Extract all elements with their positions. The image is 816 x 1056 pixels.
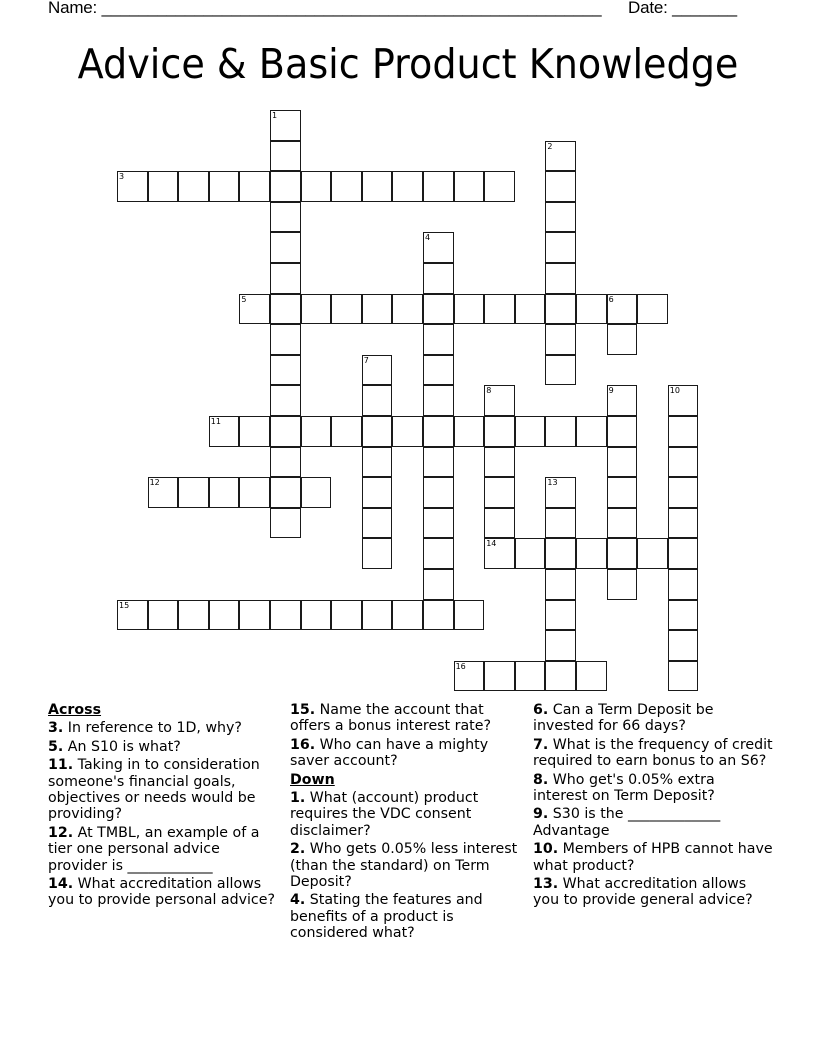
clue-down-6: 6. Can a Term Deposit be invested for 66 days? — [533, 702, 714, 735]
grid-cell[interactable] — [178, 600, 209, 631]
grid-cell[interactable] — [270, 171, 301, 202]
grid-cell[interactable] — [423, 263, 454, 294]
grid-cell[interactable] — [545, 232, 576, 263]
grid-cell[interactable] — [668, 385, 699, 416]
grid-cell[interactable] — [362, 600, 393, 631]
clues-column-2 — [290, 702, 526, 944]
grid-cell[interactable] — [607, 385, 638, 416]
clue-number: 12 — [149, 478, 160, 488]
grid-cell[interactable] — [545, 294, 576, 325]
clue-across-16: 16. Who can have a mighty saver account? — [290, 736, 489, 770]
grid-cell[interactable] — [454, 416, 485, 447]
grid-cell[interactable] — [454, 171, 485, 202]
clue-across-11: 11. Taking in to consideration someone's financial goals, objectives or needs would be providing? — [48, 757, 260, 823]
grid-cell[interactable] — [423, 569, 454, 600]
grid-cell[interactable] — [270, 324, 301, 355]
grid-cell[interactable] — [668, 630, 699, 661]
grid-cell[interactable] — [301, 477, 332, 508]
grid-cell[interactable] — [270, 416, 301, 447]
grid-cell[interactable] — [270, 294, 301, 325]
grid-cell[interactable] — [484, 508, 515, 539]
clue-number: 9 — [608, 386, 614, 396]
grid-cell[interactable] — [117, 171, 148, 202]
grid-cell[interactable] — [515, 416, 546, 447]
grid-cell[interactable] — [545, 263, 576, 294]
grid-cell[interactable] — [607, 508, 638, 539]
clue-down-8: 8. Who get's 0.05% extra interest on Term Deposit? — [533, 771, 715, 805]
grid-cell[interactable] — [545, 508, 576, 539]
page-title: Advice & Basic Product Knowledge — [77, 40, 739, 88]
grid-cell[interactable] — [607, 447, 638, 478]
clue-down-7: 7. What is the frequency of credit required to earn bonus to an S6? — [533, 736, 773, 770]
grid-cell[interactable] — [362, 294, 393, 325]
grid-cell[interactable] — [545, 600, 576, 631]
grid-cell[interactable] — [148, 171, 179, 202]
grid-cell[interactable] — [209, 171, 240, 202]
grid-cell[interactable] — [362, 447, 393, 478]
grid-cell[interactable] — [668, 661, 699, 692]
grid-cell[interactable] — [362, 538, 393, 569]
grid-cell[interactable] — [362, 508, 393, 539]
grid-cell[interactable] — [607, 569, 638, 600]
grid-cell[interactable] — [576, 416, 607, 447]
grid-cell[interactable] — [515, 538, 546, 569]
grid-cell[interactable] — [239, 294, 270, 325]
grid-cell[interactable] — [209, 600, 240, 631]
grid-cell[interactable] — [423, 385, 454, 416]
grid-cell[interactable] — [270, 141, 301, 172]
grid-cell[interactable] — [423, 447, 454, 478]
grid-cell[interactable] — [668, 416, 699, 447]
clue-number: 13 — [547, 478, 558, 488]
clue-number: 10 — [669, 386, 680, 396]
grid-cell[interactable] — [423, 355, 454, 386]
clue-number: 14 — [486, 539, 497, 549]
grid-cell[interactable] — [392, 294, 423, 325]
clue-number: 15 — [119, 600, 130, 610]
grid-cell[interactable] — [270, 447, 301, 478]
grid-cell[interactable] — [607, 324, 638, 355]
grid-cell[interactable] — [454, 661, 485, 692]
grid-cell[interactable] — [576, 538, 607, 569]
clue-down-13: 13. What accreditation allows you to provide general advice? — [533, 876, 753, 909]
grid-cell[interactable] — [545, 141, 576, 172]
clue-down-4: 4. Stating the features and benefits of a product is considered what? — [290, 892, 483, 942]
grid-cell[interactable] — [239, 416, 270, 447]
grid-cell[interactable] — [423, 477, 454, 508]
grid-cell[interactable] — [301, 171, 332, 202]
grid-cell[interactable] — [668, 447, 699, 478]
grid-cell[interactable] — [607, 538, 638, 569]
grid-cell[interactable] — [484, 538, 515, 569]
grid-cell[interactable] — [239, 171, 270, 202]
grid-cell[interactable] — [423, 416, 454, 447]
clue-down-9: 9. S30 is the _____________ Advantage — [533, 806, 721, 839]
grid-cell[interactable] — [178, 477, 209, 508]
grid-cell[interactable] — [576, 294, 607, 325]
name-field[interactable]: Name: ______________________________________________________ — [48, 0, 602, 17]
grid-cell[interactable] — [392, 600, 423, 631]
grid-cell[interactable] — [423, 324, 454, 355]
grid-cell[interactable] — [668, 538, 699, 569]
clue-number: 6 — [608, 294, 614, 304]
grid-cell[interactable] — [484, 171, 515, 202]
across-heading: Across — [48, 702, 102, 718]
grid-cell[interactable] — [545, 202, 576, 233]
clue-down-2: 2. Who gets 0.05% less interest (than the standard) on Term Deposit? — [290, 841, 518, 891]
grid-cell[interactable] — [454, 600, 485, 631]
clue-number: 1 — [272, 111, 278, 120]
grid-cell[interactable] — [148, 600, 179, 631]
clue-across-14: 14. What accreditation allows you to provide personal advice? — [48, 876, 275, 909]
clues-column-3 — [533, 702, 773, 911]
grid-cell[interactable] — [545, 324, 576, 355]
grid-cell[interactable] — [637, 538, 668, 569]
grid-cell[interactable] — [515, 294, 546, 325]
grid-cell[interactable] — [484, 661, 515, 692]
grid-cell[interactable] — [301, 600, 332, 631]
clue-across-12: 12. At TMBL, an example of a tier one personal advice provider is ____________ — [48, 824, 260, 874]
clue-number: 3 — [119, 172, 125, 182]
clue-across-3: 3. In reference to 1D, why? — [48, 720, 242, 737]
grid-cell[interactable] — [668, 600, 699, 631]
grid-cell[interactable] — [423, 600, 454, 631]
grid-cell[interactable] — [209, 477, 240, 508]
grid-cell[interactable] — [607, 416, 638, 447]
grid-cell[interactable] — [484, 447, 515, 478]
grid-cell[interactable] — [362, 171, 393, 202]
grid-cell[interactable] — [362, 416, 393, 447]
grid-cell[interactable] — [545, 538, 576, 569]
grid-cell[interactable] — [607, 294, 638, 325]
down-heading: Down — [290, 771, 335, 788]
grid-cell[interactable] — [270, 110, 301, 141]
grid-cell[interactable] — [423, 232, 454, 263]
grid-cell[interactable] — [270, 385, 301, 416]
grid-cell[interactable] — [423, 294, 454, 325]
clue-across-15: 15. Name the account that offers a bonus interest rate? — [290, 702, 491, 735]
grid-cell[interactable] — [392, 171, 423, 202]
clue-number: 5 — [241, 294, 247, 304]
clue-number: 8 — [486, 386, 492, 396]
grid-cell[interactable] — [423, 538, 454, 569]
grid-cell[interactable] — [362, 355, 393, 386]
grid-cell[interactable] — [423, 508, 454, 539]
grid-cell[interactable] — [239, 600, 270, 631]
grid-cell[interactable] — [270, 477, 301, 508]
grid-cell[interactable] — [362, 385, 393, 416]
grid-cell[interactable] — [331, 171, 362, 202]
clue-down-1: 1. What (account) product requires the VDC consent disclaimer? — [290, 790, 479, 839]
grid-cell[interactable] — [270, 263, 301, 294]
grid-cell[interactable] — [484, 477, 515, 508]
clue-number: 2 — [547, 141, 553, 151]
grid-cell[interactable] — [209, 416, 240, 447]
grid-cell[interactable] — [545, 477, 576, 508]
clue-across-5: 5. An S10 is what? — [48, 738, 181, 755]
grid-cell[interactable] — [178, 171, 209, 202]
grid-cell[interactable] — [301, 416, 332, 447]
grid-cell[interactable] — [484, 416, 515, 447]
grid-cell[interactable] — [545, 355, 576, 386]
grid-cell[interactable] — [576, 661, 607, 692]
grid-cell[interactable] — [668, 477, 699, 508]
grid-cell[interactable] — [545, 416, 576, 447]
grid-cell[interactable] — [362, 477, 393, 508]
grid-cell[interactable] — [239, 477, 270, 508]
grid-cell[interactable] — [331, 294, 362, 325]
grid-cell[interactable] — [454, 294, 485, 325]
grid-cell[interactable] — [607, 477, 638, 508]
clue-number: 7 — [363, 355, 369, 365]
clue-number: 16 — [455, 661, 466, 671]
grid-cell[interactable] — [545, 661, 576, 692]
grid-cell[interactable] — [270, 355, 301, 386]
grid-cell[interactable] — [668, 569, 699, 600]
grid-cell[interactable] — [392, 416, 423, 447]
grid-cell[interactable] — [270, 232, 301, 263]
grid-cell[interactable] — [301, 294, 332, 325]
clue-down-10: 10. Members of HPB cannot have what product? — [533, 841, 773, 874]
grid-cell[interactable] — [545, 171, 576, 202]
grid-cell[interactable] — [515, 661, 546, 692]
grid-cell[interactable] — [270, 600, 301, 631]
grid-cell[interactable] — [270, 202, 301, 233]
grid-cell[interactable] — [331, 416, 362, 447]
worksheet-header — [48, 0, 737, 18]
grid-cell[interactable] — [484, 385, 515, 416]
grid-cell[interactable] — [148, 477, 179, 508]
grid-cell[interactable] — [423, 171, 454, 202]
grid-cell[interactable] — [331, 600, 362, 631]
crossword-grid — [117, 110, 729, 722]
clues-column-1 — [48, 702, 280, 911]
grid-cell[interactable] — [117, 600, 148, 631]
grid-cell[interactable] — [484, 294, 515, 325]
clue-number: 11 — [210, 417, 221, 426]
grid-cell[interactable] — [637, 294, 668, 325]
date-field[interactable]: Date: _______ — [628, 0, 737, 17]
grid-cell[interactable] — [270, 508, 301, 539]
grid-cell[interactable] — [668, 508, 699, 539]
grid-cell[interactable] — [545, 569, 576, 600]
grid-cell[interactable] — [545, 630, 576, 661]
clue-number: 4 — [425, 233, 431, 243]
